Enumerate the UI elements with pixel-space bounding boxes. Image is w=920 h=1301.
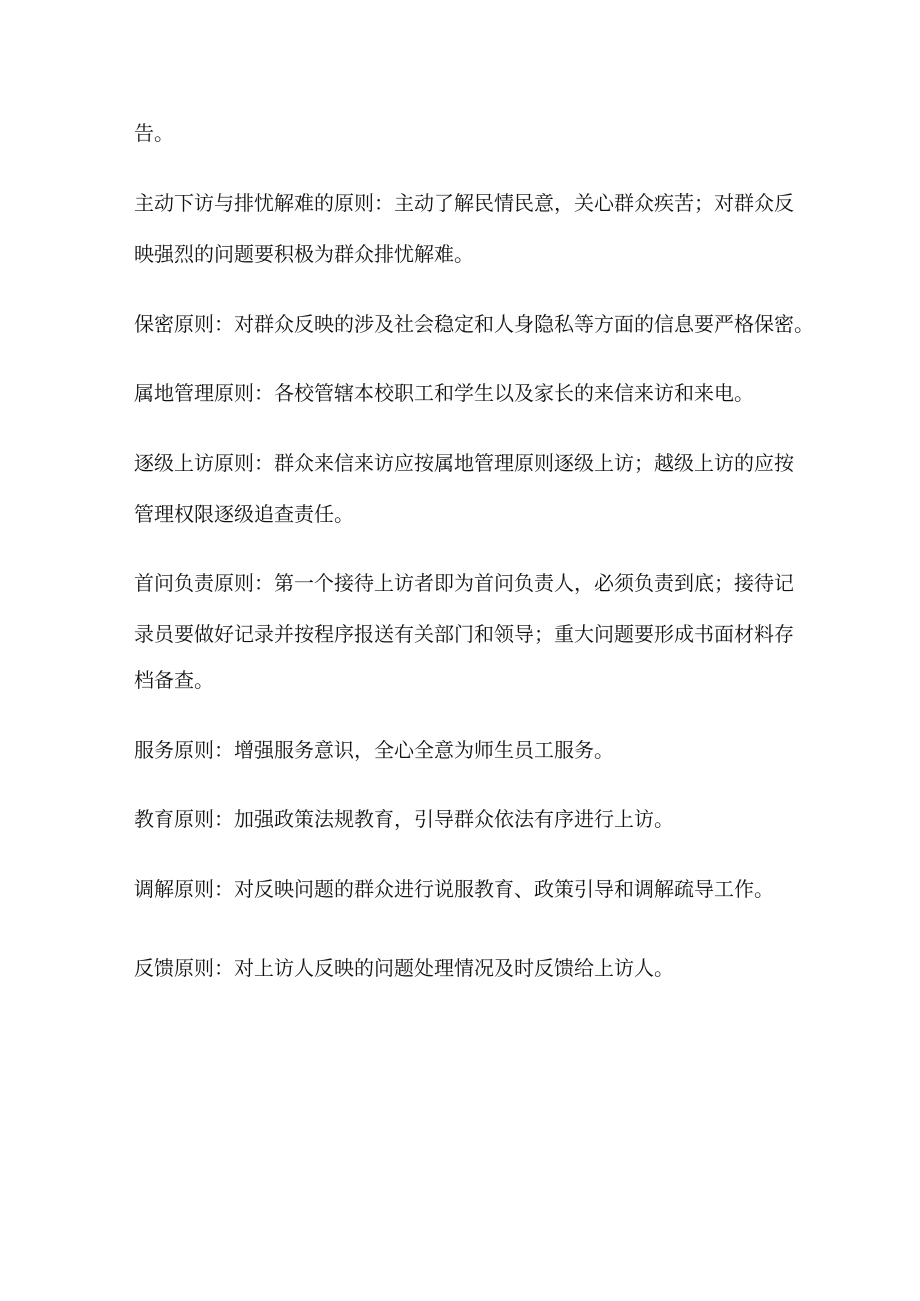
text-line: 保密原则：对群众反映的涉及社会稳定和人身隐私等方面的信息要严格保密。 [134, 312, 814, 336]
text-line: 映强烈的问题要积极为群众排忧解难。 [134, 242, 474, 266]
text-line: 首问负责原则：第一个接待上访者即为首问负责人，必须负责到底；接待记 [134, 571, 794, 595]
text-line: 调解原则：对反映问题的群众进行说服教育、政策引导和调解疏导工作。 [134, 877, 774, 901]
text-line: 逐级上访原则：群众来信来访应按属地管理原则逐级上访；越级上访的应按 [134, 451, 794, 475]
text-line: 录员要做好记录并按程序报送有关部门和领导；重大问题要形成书面材料存 [134, 622, 794, 646]
text-line: 档备查。 [134, 668, 214, 692]
text-line: 告。 [134, 121, 174, 145]
text-line: 反馈原则：对上访人反映的问题处理情况及时反馈给上访人。 [134, 956, 674, 980]
text-line: 服务原则：增强服务意识，全心全意为师生员工服务。 [134, 738, 614, 762]
text-line: 教育原则：加强政策法规教育，引导群众依法有序进行上访。 [134, 807, 674, 831]
text-line: 管理权限逐级追查责任。 [134, 502, 354, 526]
text-line: 主动下访与排忧解难的原则：主动了解民情民意，关心群众疾苦；对群众反 [134, 191, 794, 215]
text-line: 属地管理原则：各校管辖本校职工和学生以及家长的来信来访和来电。 [134, 381, 754, 405]
